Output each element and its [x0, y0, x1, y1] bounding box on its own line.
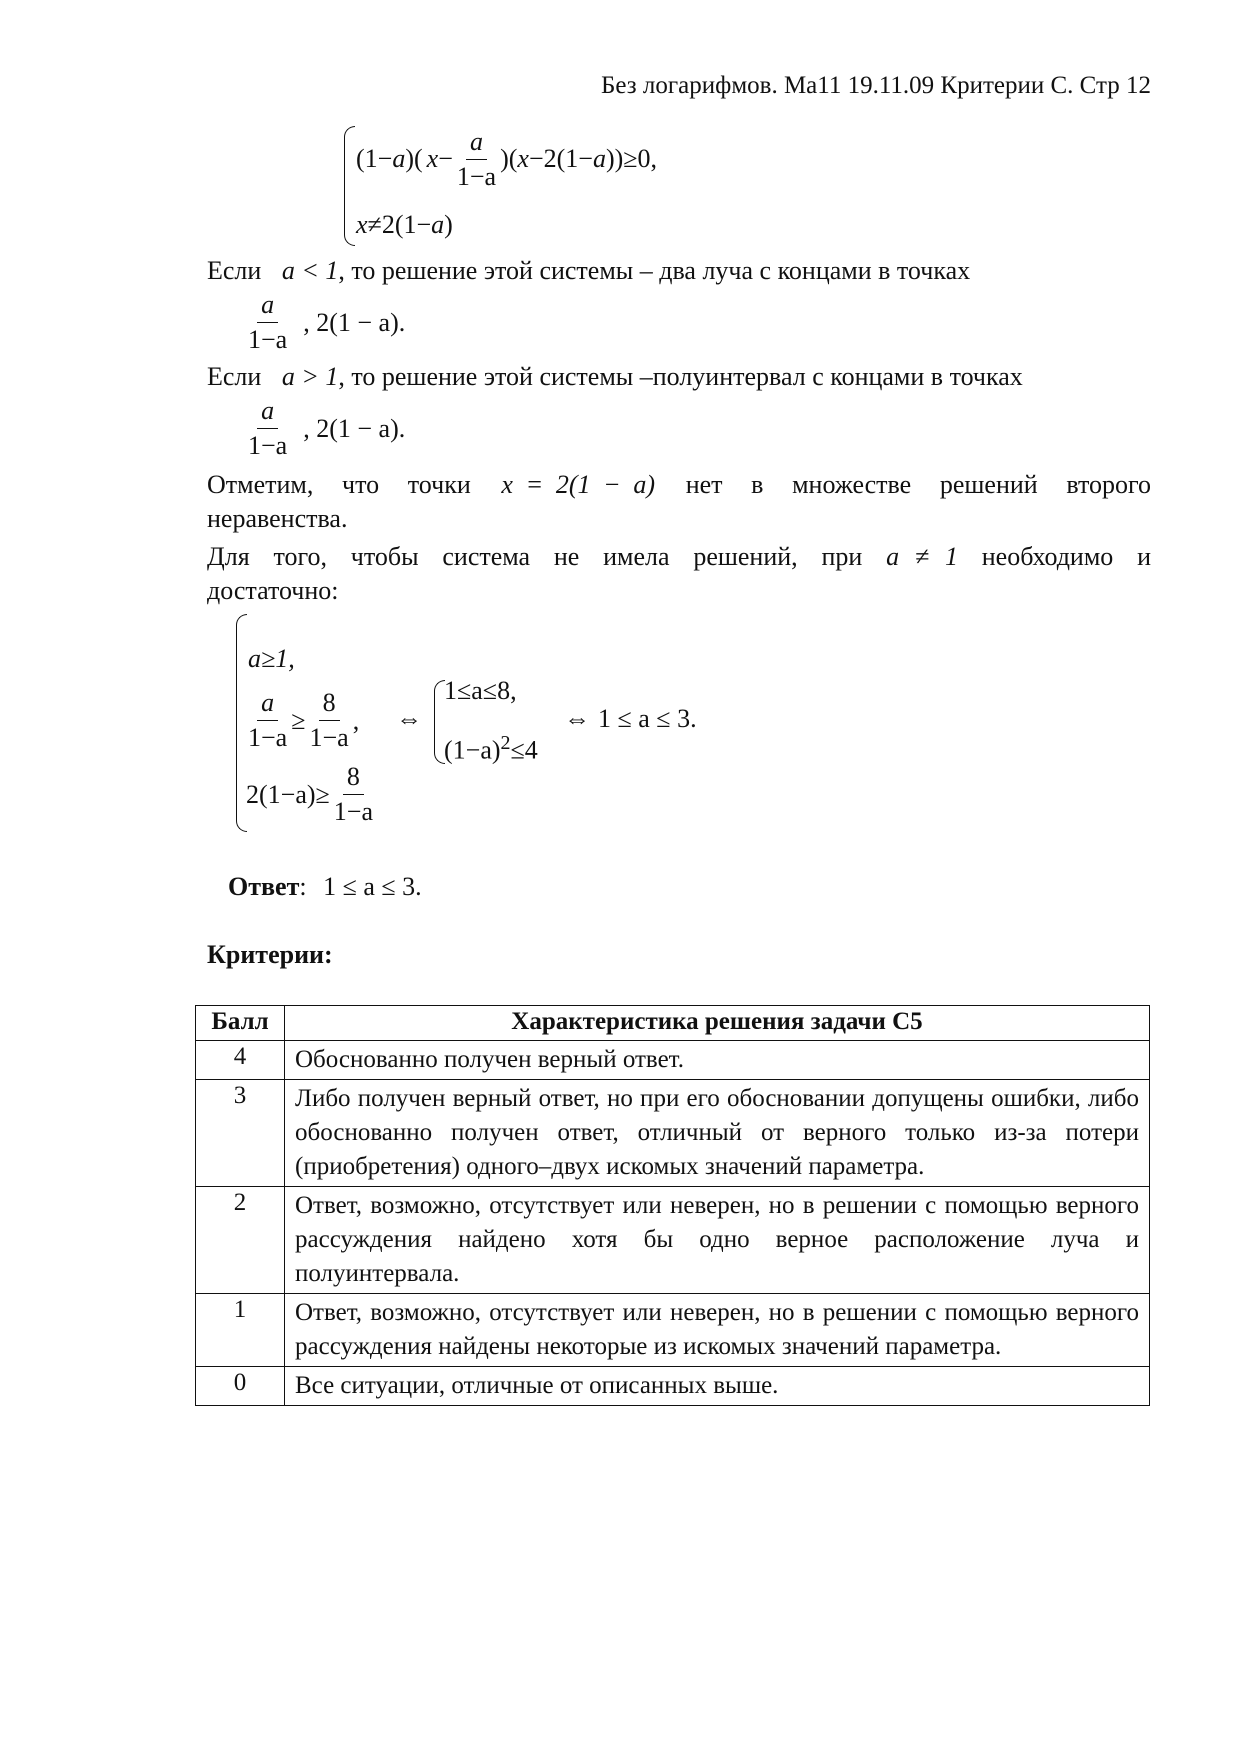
criteria-table	[195, 1005, 1150, 1406]
system1-brace	[344, 126, 355, 246]
system1-line2: x≠2(1−a)	[356, 210, 453, 239]
case2-fraction: $\frac{a}{1-a}$	[248, 396, 288, 460]
score-cell: 2	[196, 1187, 285, 1294]
description-cell: Обоснованно получен верный ответ.	[285, 1041, 1150, 1080]
table-row	[196, 1041, 1150, 1080]
case1-points: $\frac{a}{1-a}$ , 2(1 − a).	[244, 292, 405, 353]
case2-text: Если a > 1, то решение этой системы –полуинтервал с концами в точках	[207, 362, 1023, 391]
score-cell: 3	[196, 1080, 285, 1187]
description-cell: Ответ, возможно, отсутствует или неверен, но в решении с помощью верного рассуждения найдены некоторые из искомых значений параметра.	[285, 1294, 1150, 1367]
system2-sub-row2: $(1-a)^2\le 4$	[444, 732, 538, 765]
score-cell: 1	[196, 1294, 285, 1367]
description-header: Характеристика решения задачи С5	[285, 1006, 1150, 1041]
system2-sub-row1: 1≤a≤8,	[444, 676, 517, 705]
system2-equiv2: ⇔	[564, 704, 590, 733]
score-header: Балл	[196, 1006, 285, 1041]
description-cell: Все ситуации, отличные от описанных выше.	[285, 1367, 1150, 1406]
condition-paragraph: Для того, чтобы система не имела решений, при a ≠ 1 необходимо и достаточно:	[207, 542, 1152, 605]
table-row	[196, 1080, 1150, 1187]
table-row	[196, 1187, 1150, 1294]
system2-equiv1: ⇔	[396, 704, 422, 733]
score-cell: 0	[196, 1367, 285, 1406]
table-row	[196, 1294, 1150, 1367]
system2-result: 1 ≤ a ≤ 3.	[598, 704, 697, 733]
note-paragraph: Отметим, что точки x = 2(1 − a) нет в множестве решений второго неравенства.	[207, 470, 1152, 533]
case1-fraction: $\frac{a}{1-a}$	[248, 290, 288, 354]
answer: Ответ: 1 ≤ a ≤ 3.	[228, 872, 422, 901]
description-cell: Ответ, возможно, отсутствует или неверен, но в решении с помощью верного рассуждения найдено хотя бы одно верное расположение луча и полуинтервала.	[285, 1187, 1150, 1294]
case2-points: $\frac{a}{1-a}$ , 2(1 − a).	[244, 398, 405, 459]
system2-row2: $\frac{a}{1-a}$ ≥ $\frac{8}{1-a}$ ,	[248, 688, 360, 752]
criteria-title: Критерии:	[207, 940, 333, 969]
case1-text: Если a < 1, то решение этой системы – два луча с концами в точках	[207, 256, 971, 285]
table-header-row	[196, 1006, 1150, 1041]
system2-row1: a≥1,	[248, 644, 295, 673]
system2-row3: 2(1−a)≥ $\frac{8}{1-a}$	[246, 762, 373, 826]
system1-line1: (1− a )( x − $\frac{a}{1-a}$ )( x −2(1− a ))≥0,	[356, 126, 658, 191]
system1-fraction: $\frac{a}{1-a}$	[456, 126, 497, 191]
table-row	[196, 1367, 1150, 1406]
score-cell: 4	[196, 1041, 285, 1080]
page-header: Без логарифмов. Ма11 19.11.09 Критерии С. Стр 12	[601, 72, 1151, 99]
description-cell: Либо получен верный ответ, но при его обосновании допущены ошибки, либо обоснованно получен ответ, отличный от верного только из-за потери (приобретения) одного–двух искомых значений параметра.	[285, 1080, 1150, 1187]
